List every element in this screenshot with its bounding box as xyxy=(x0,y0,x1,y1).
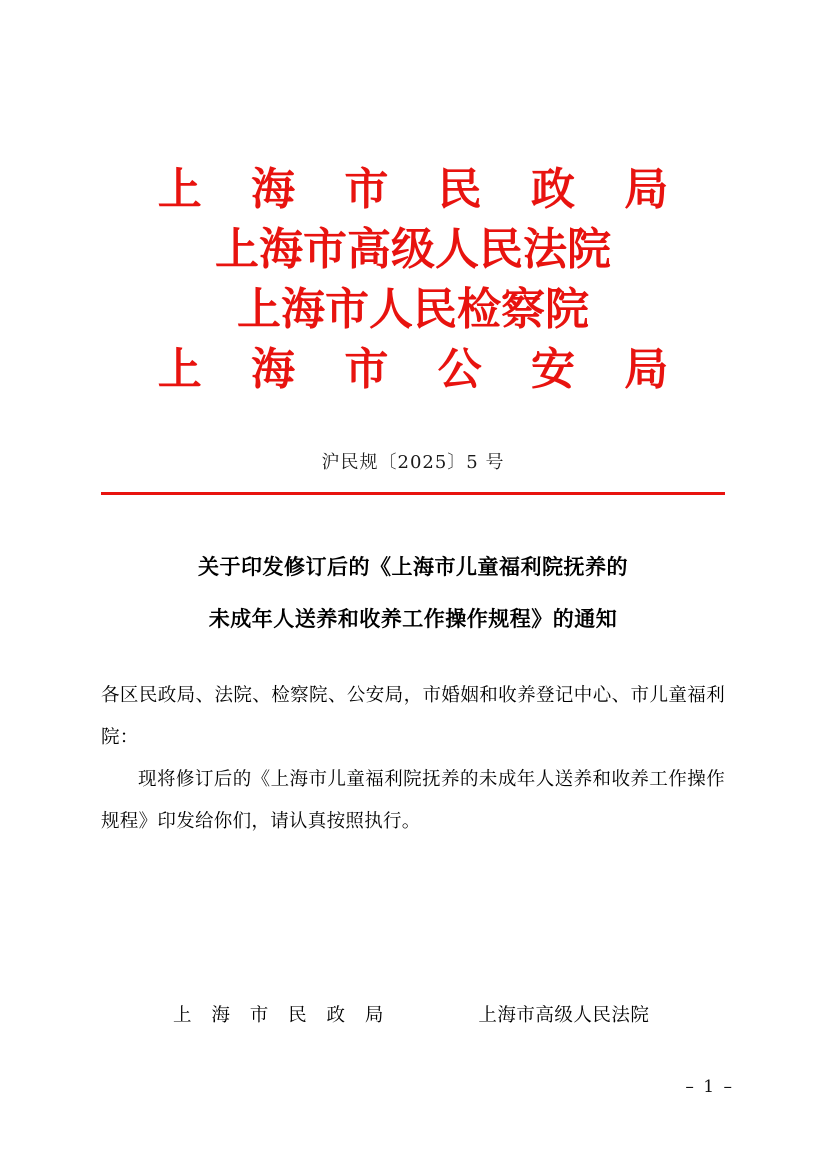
letterhead-line-2: 上海市高级人民法院 xyxy=(215,224,611,275)
signature-block xyxy=(101,1001,725,1027)
letterhead xyxy=(0,160,826,400)
letterhead-line-1: 上 海 市 民 政 局 xyxy=(157,164,686,215)
addressee-paragraph: 各区民政局、法院、检察院、公安局，市婚姻和收养登记中心、市儿童福利院： xyxy=(101,685,725,748)
document-number: 沪民规〔2025〕5 号 xyxy=(321,452,505,473)
letterhead-line-4: 上 海 市 公 安 局 xyxy=(157,344,686,395)
red-divider xyxy=(101,492,725,495)
page-title xyxy=(101,541,725,645)
signature-left: 上 海 市 民 政 局 xyxy=(173,1005,391,1026)
page-number: – 1 – xyxy=(685,1077,734,1097)
signature-right: 上海市高级人民法院 xyxy=(478,1005,650,1026)
document-body xyxy=(101,675,725,843)
letterhead-line-3: 上海市人民检察院 xyxy=(237,284,589,335)
body-paragraph: 现将修订后的《上海市儿童福利院抚养的未成年人送养和收养工作操作规程》印发给你们，请认真按照执行。 xyxy=(101,769,725,832)
page-title-line-2: 未成年人送养和收养工作操作规程》的通知 xyxy=(208,606,618,631)
page-title-line-1: 关于印发修订后的《上海市儿童福利院抚养的 xyxy=(198,554,628,579)
